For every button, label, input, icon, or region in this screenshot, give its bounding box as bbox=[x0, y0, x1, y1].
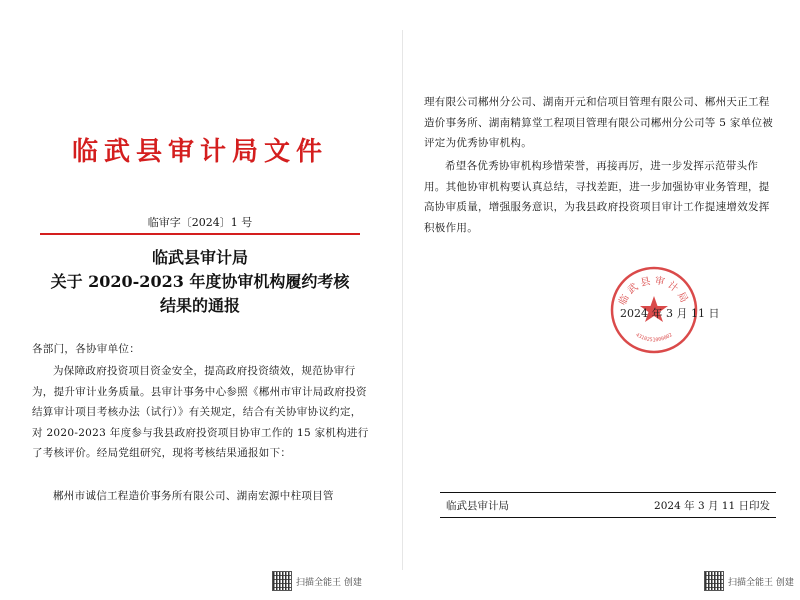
heading-line-2: 关于 2020-2023 年度协审机构履约考核 bbox=[50, 272, 350, 291]
document-number: 临审字〔2024〕1 号 bbox=[147, 216, 253, 229]
paragraph-text: 郴州市诚信工程造价事务所有限公司、湖南宏源中柱项目管 bbox=[53, 490, 334, 502]
footer-print-date: 2024 年 3 月 11 日印发 bbox=[654, 500, 770, 512]
signature-date: 2024 年 3 月 11 日 bbox=[620, 307, 720, 320]
salutation-text: 各部门，各协审单位： bbox=[32, 343, 140, 355]
scanner-watermark bbox=[704, 571, 794, 591]
masthead-red-rule bbox=[40, 233, 360, 235]
svg-text:4310251000002: 4310251000002 bbox=[634, 332, 674, 344]
heading-line-1: 临武县审计局 bbox=[151, 248, 248, 267]
scanner-watermark-text: 扫描全能王 创建 bbox=[728, 577, 794, 588]
body-paragraph-2 bbox=[32, 486, 372, 507]
document-masthead-title: 临武县审计局文件 bbox=[71, 137, 328, 167]
qr-code-icon bbox=[704, 571, 724, 591]
body-paragraph-continued bbox=[424, 92, 776, 154]
footer-rule-top bbox=[440, 492, 776, 493]
paragraph-text: 为保障政府投资项目资金安全，提高政府投资绩效，规范协审行为，提升审计业务质量。县审计事务中心参照《郴州市审计局政府投资结算审计项目考核办法（试行）》有关规定，结合有关协审协议约定，对 2020-2023 年度参与我县政府投资项目协审工作的 15 家机构进行了考核评价。经局党组研究，现将考核结果通报如下： bbox=[32, 365, 369, 459]
body-paragraph-3 bbox=[424, 156, 776, 238]
body-paragraph-1 bbox=[32, 361, 372, 464]
heading-line-3: 结果的通报 bbox=[159, 296, 240, 315]
salutation bbox=[32, 339, 372, 360]
notice-heading bbox=[0, 246, 400, 318]
paragraph-text: 理有限公司郴州分公司、湖南开元和信项目管理有限公司、郴州天正工程造价事务所、湖南精算堂工程项目管理有限公司郴州分公司等 5 家单位被评定为优秀协审机构。 bbox=[424, 96, 774, 149]
footer-rule-bottom bbox=[440, 517, 776, 518]
svg-text:临武县审计局: 临武县审计局 bbox=[617, 275, 691, 308]
scanner-watermark bbox=[272, 571, 362, 591]
qr-code-icon bbox=[272, 571, 292, 591]
paragraph-text: 希望各优秀协审机构珍惜荣誉，再接再厉，进一步发挥示范带头作用。其他协审机构要认真总结，寻找差距，进一步加强协审业务管理，提高协审质量，增强服务意识，为我县政府投资项目审计工作提速增效发挥积极作用。 bbox=[424, 160, 770, 234]
document-page-right bbox=[400, 0, 800, 600]
footer-issuer: 临武县审计局 bbox=[446, 500, 509, 512]
scanner-watermark-text: 扫描全能王 创建 bbox=[296, 577, 362, 588]
